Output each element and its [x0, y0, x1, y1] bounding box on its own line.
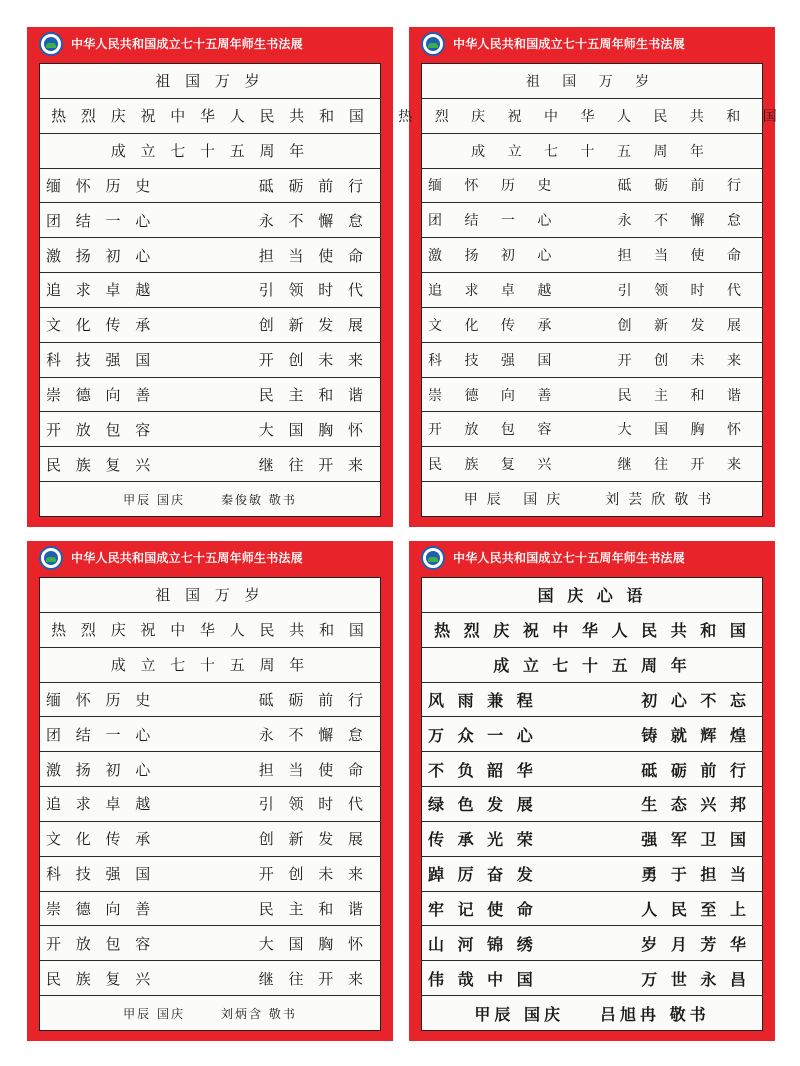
couplet-right: 铸 就 辉 煌 [641, 725, 750, 745]
couplet-right: 大 国 胸 怀 [258, 934, 368, 953]
couplet-line [422, 308, 762, 343]
couplet-line [422, 683, 762, 718]
school-logo-icon [421, 546, 445, 570]
couplet-line [40, 683, 380, 718]
couplet-right: 创 新 发 展 [617, 317, 750, 334]
couplet-left: 追 求 卓 越 [428, 282, 561, 299]
couplet-line [422, 926, 762, 961]
couplet-line [422, 961, 762, 996]
couplet-line [40, 717, 380, 752]
couplet-line [40, 752, 380, 787]
celebration-line: 热 烈 庆 祝 中 华 人 民 共 和 国 [422, 99, 762, 134]
couplet-line [422, 343, 762, 378]
couplet-line [40, 787, 380, 822]
couplet-right: 创 新 发 展 [258, 316, 368, 335]
sheet-header [409, 541, 775, 575]
couplet-line [40, 308, 380, 343]
couplet-left: 团 结 一 心 [46, 725, 156, 744]
date-text: 甲辰 国庆 [463, 492, 570, 509]
couplet-right: 担 当 使 命 [617, 248, 750, 265]
couplet-line [40, 343, 380, 378]
couplet-left: 激 扬 初 心 [428, 248, 561, 265]
couplet-left: 开 放 包 容 [428, 422, 561, 439]
couplet-right: 开 创 未 来 [617, 352, 750, 369]
couplet-line [40, 926, 380, 961]
couplet-line [422, 787, 762, 822]
exhibition-title: 中华人民共和国成立七十五周年师生书法展 [71, 37, 303, 51]
couplet-line [422, 447, 762, 482]
calligraphy-sheet-1 [27, 27, 393, 527]
couplet-left: 开 放 包 容 [46, 934, 156, 953]
couplet-left: 万 众 一 心 [428, 725, 537, 745]
heading-line: 祖 国 万 岁 [40, 578, 380, 613]
writing-paper [421, 577, 763, 1031]
couplet-left: 缅 怀 历 史 [46, 176, 156, 195]
celebration-line: 热 烈 庆 祝 中 华 人 民 共 和 国 [40, 613, 380, 648]
couplet-left: 科 技 强 国 [46, 351, 156, 370]
couplet-right: 继 往 开 来 [617, 457, 750, 474]
heading-line: 祖 国 万 岁 [40, 64, 380, 99]
couplet-left: 崇 德 向 善 [46, 900, 156, 919]
couplet-right: 创 新 发 展 [258, 830, 368, 849]
writing-paper [398, 63, 786, 517]
couplet-line [422, 822, 762, 857]
couplet-right: 强 军 卫 国 [641, 830, 750, 850]
anniversary-line: 成 立 七 十 五 周 年 [422, 134, 762, 169]
couplet-line [40, 822, 380, 857]
couplet-left: 追 求 卓 越 [46, 795, 156, 814]
couplet-right: 开 创 未 来 [258, 351, 368, 370]
couplet-right: 民 主 和 谐 [617, 387, 750, 404]
couplet-left: 文 化 传 承 [46, 830, 156, 849]
couplet-right: 初 心 不 忘 [641, 690, 750, 710]
signature-line [422, 996, 762, 1030]
couplet-line [422, 892, 762, 927]
calligraphy-sheet-2 [398, 27, 786, 527]
couplet-left: 团 结 一 心 [46, 211, 156, 230]
signature-line [40, 482, 380, 516]
couplet-right: 砥 砺 前 行 [258, 176, 368, 195]
signature-text: 刘炳含 敬书 [221, 1006, 297, 1021]
calligraphy-sheet-3 [27, 541, 393, 1041]
couplet-line [422, 378, 762, 413]
sheet-header [409, 27, 775, 61]
sheet-header [27, 27, 393, 61]
couplet-left: 科 技 强 国 [46, 865, 156, 884]
couplet-right: 民 主 和 谐 [258, 900, 368, 919]
couplet-left: 文 化 传 承 [428, 317, 561, 334]
couplet-line [422, 203, 762, 238]
couplet-left: 民 族 复 兴 [428, 457, 561, 474]
couplet-right: 民 主 和 谐 [258, 386, 368, 405]
couplet-line [40, 447, 380, 482]
couplet-right: 引 领 时 代 [258, 281, 368, 300]
couplet-left: 崇 德 向 善 [428, 387, 561, 404]
couplet-right: 永 不 懈 怠 [617, 213, 750, 230]
calligraphy-sheet-4 [409, 541, 775, 1041]
couplet-left: 科 技 强 国 [428, 352, 561, 369]
couplet-right: 担 当 使 命 [258, 760, 368, 779]
couplet-left: 传 承 光 荣 [428, 830, 537, 850]
couplet-line [422, 717, 762, 752]
couplet-line [40, 857, 380, 892]
couplet-line [422, 238, 762, 273]
signature-text: 吕旭冉 敬书 [600, 1004, 710, 1024]
couplet-right: 生 态 兴 邦 [641, 795, 750, 815]
couplet-left: 开 放 包 容 [46, 420, 156, 439]
couplet-left: 绿 色 发 展 [428, 795, 537, 815]
couplet-right: 担 当 使 命 [258, 246, 368, 265]
couplet-right: 岁 月 芳 华 [641, 934, 750, 954]
anniversary-line: 成 立 七 十 五 周 年 [40, 648, 380, 683]
couplet-left: 激 扬 初 心 [46, 246, 156, 265]
couplet-line [40, 378, 380, 413]
exhibition-title: 中华人民共和国成立七十五周年师生书法展 [71, 551, 303, 565]
couplet-right: 永 不 懈 怠 [258, 725, 368, 744]
signature-line [40, 996, 380, 1030]
couplet-left: 山 河 锦 绣 [428, 934, 537, 954]
couplet-right: 砥 砺 前 行 [258, 690, 368, 709]
couplet-right: 砥 砺 前 行 [617, 178, 750, 195]
writing-paper [39, 63, 381, 517]
date-text: 甲辰 国庆 [123, 1006, 185, 1021]
couplet-right: 引 领 时 代 [617, 282, 750, 299]
couplet-left: 民 族 复 兴 [46, 455, 156, 474]
school-logo-icon [39, 546, 63, 570]
couplet-right: 继 往 开 来 [258, 455, 368, 474]
couplet-left: 风 雨 兼 程 [428, 690, 537, 710]
heading-line: 祖 国 万 岁 [422, 64, 762, 99]
couplet-line [40, 169, 380, 204]
couplet-left: 牢 记 使 命 [428, 900, 537, 920]
couplet-left: 不 负 韶 华 [428, 760, 537, 780]
school-logo-icon [421, 32, 445, 56]
couplet-left: 踔 厉 奋 发 [428, 865, 537, 885]
couplet-left: 激 扬 初 心 [46, 760, 156, 779]
couplet-line [422, 412, 762, 447]
couplet-line [422, 752, 762, 787]
couplet-left: 伟 哉 中 国 [428, 969, 537, 989]
couplet-right: 大 国 胸 怀 [617, 422, 750, 439]
couplet-line [40, 412, 380, 447]
couplet-left: 追 求 卓 越 [46, 281, 156, 300]
couplet-right: 引 领 时 代 [258, 795, 368, 814]
anniversary-line: 成 立 七 十 五 周 年 [422, 648, 762, 683]
exhibition-title: 中华人民共和国成立七十五周年师生书法展 [453, 551, 685, 565]
couplet-right: 开 创 未 来 [258, 865, 368, 884]
writing-paper [39, 577, 381, 1031]
couplet-right: 砥 砺 前 行 [641, 760, 750, 780]
couplet-left: 缅 怀 历 史 [428, 178, 561, 195]
couplet-line [40, 892, 380, 927]
date-text: 甲辰 国庆 [474, 1004, 564, 1024]
couplet-line [40, 961, 380, 996]
school-logo-icon [39, 32, 63, 56]
signature-line [422, 482, 762, 516]
celebration-line: 热 烈 庆 祝 中 华 人 民 共 和 国 [40, 99, 380, 134]
couplet-right: 大 国 胸 怀 [258, 420, 368, 439]
signature-text: 秦俊敏 敬书 [221, 492, 297, 507]
couplet-line [40, 238, 380, 273]
exhibition-title: 中华人民共和国成立七十五周年师生书法展 [453, 37, 685, 51]
couplet-left: 缅 怀 历 史 [46, 690, 156, 709]
couplet-line [40, 273, 380, 308]
couplet-line [40, 203, 380, 238]
anniversary-line: 成 立 七 十 五 周 年 [40, 134, 380, 169]
sheet-header [27, 541, 393, 575]
couplet-left: 崇 德 向 善 [46, 386, 156, 405]
couplet-right: 人 民 至 上 [641, 900, 750, 920]
couplet-left: 文 化 传 承 [46, 316, 156, 335]
couplet-line [422, 169, 762, 204]
couplet-right: 继 往 开 来 [258, 969, 368, 988]
couplet-line [422, 857, 762, 892]
couplet-left: 团 结 一 心 [428, 213, 561, 230]
couplet-right: 万 世 永 昌 [641, 969, 750, 989]
date-text: 甲辰 国庆 [123, 492, 185, 507]
couplet-left: 民 族 复 兴 [46, 969, 156, 988]
couplet-right: 永 不 懈 怠 [258, 211, 368, 230]
couplet-right: 勇 于 担 当 [641, 865, 750, 885]
heading-line: 国 庆 心 语 [422, 578, 762, 613]
signature-text: 刘芸欣敬书 [605, 492, 721, 509]
celebration-line: 热 烈 庆 祝 中 华 人 民 共 和 国 [422, 613, 762, 648]
couplet-line [422, 273, 762, 308]
